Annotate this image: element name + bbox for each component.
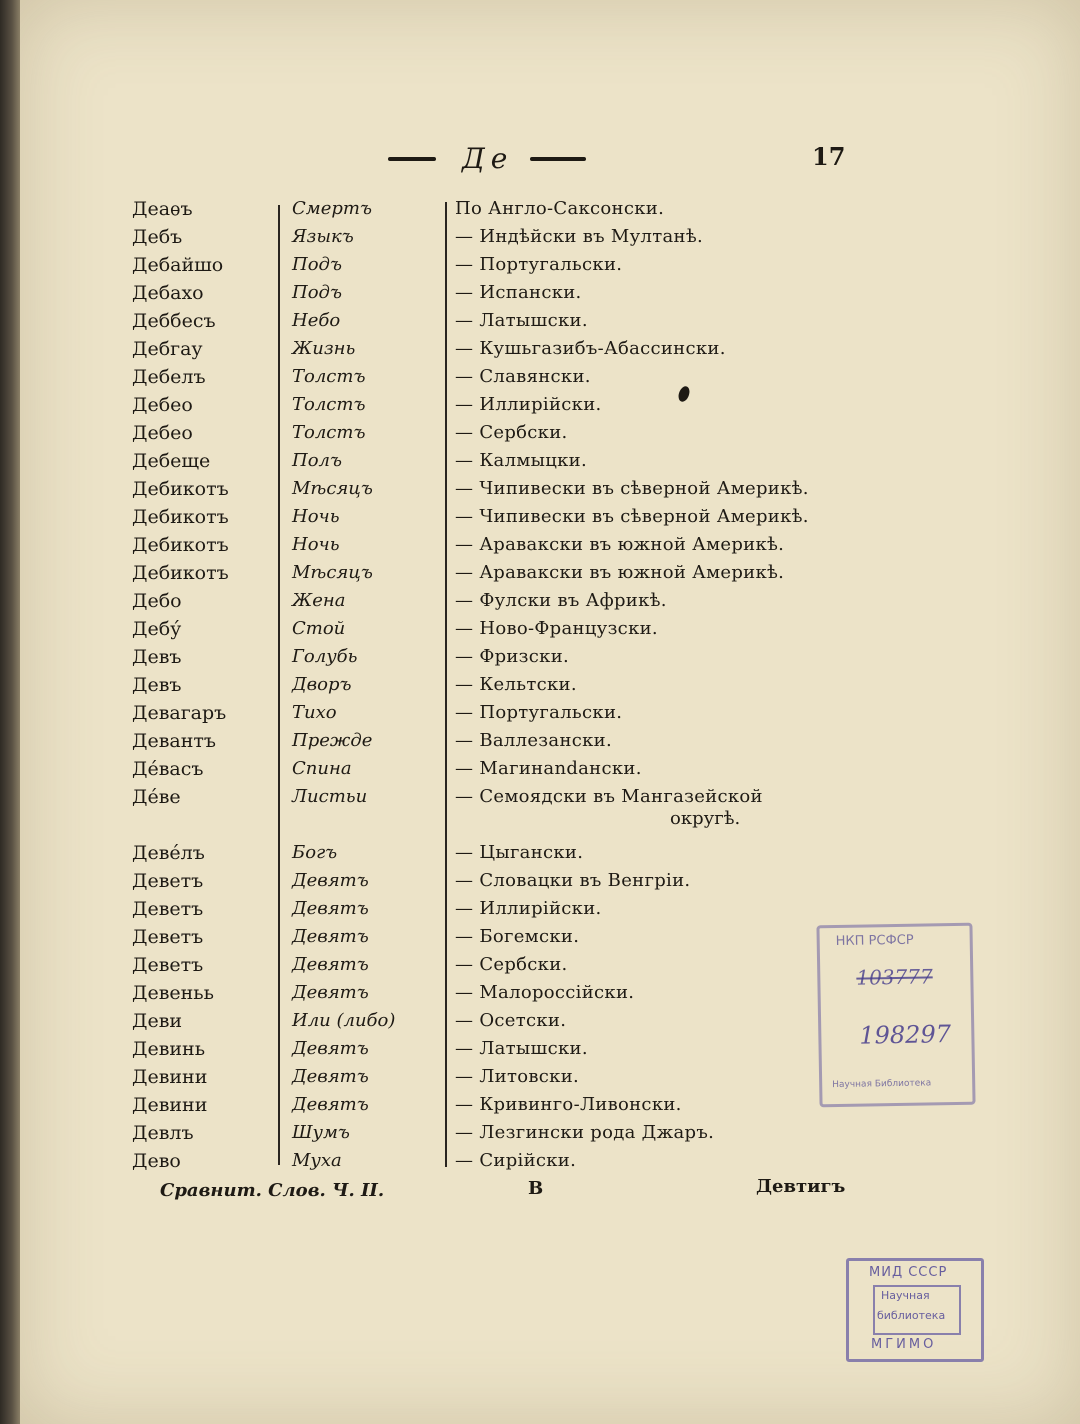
- meaning: Полъ: [292, 450, 342, 471]
- headword: Девеньь: [132, 982, 214, 1004]
- headword: Деветъ: [132, 954, 204, 976]
- language: — Иллирiйски.: [455, 394, 602, 415]
- table-row: [0, 646, 1080, 674]
- stamp-mgimo: МГИМО: [871, 1337, 937, 1352]
- meaning: Девятъ: [292, 1094, 369, 1115]
- meaning: Жена: [292, 590, 346, 611]
- page-number: 17: [812, 142, 846, 171]
- table-row: [0, 562, 1080, 590]
- headword: Дево: [132, 1150, 181, 1172]
- table-row: [0, 702, 1080, 730]
- language: — Фулски въ Африкѣ.: [455, 590, 667, 611]
- meaning: Толстъ: [292, 366, 366, 387]
- meaning: Дворъ: [292, 674, 352, 695]
- meaning: Голубь: [292, 646, 358, 667]
- headword: Дебикотъ: [132, 478, 229, 500]
- table-row: [0, 898, 1080, 926]
- table-row: [0, 786, 1080, 814]
- meaning: Девятъ: [292, 870, 369, 891]
- table-row: [0, 1122, 1080, 1150]
- headword: Дебахо: [132, 282, 204, 304]
- headword: Девагаръ: [132, 702, 227, 724]
- table-row: [0, 590, 1080, 618]
- language: — Осетски.: [455, 1010, 567, 1031]
- language: — Латышски.: [455, 1038, 588, 1059]
- language: — Аравакски въ южной Америкѣ.: [455, 562, 785, 583]
- headword: Дебикотъ: [132, 506, 229, 528]
- headword: Дебо: [132, 590, 182, 612]
- stamp-new-number: 198297: [859, 1020, 952, 1050]
- headword: Девъ: [132, 646, 182, 668]
- meaning: Спина: [292, 758, 352, 779]
- language: — Чипивески въ сѣверной Америкѣ.: [455, 478, 809, 499]
- language: — Богемски.: [455, 926, 580, 947]
- headword: Девлъ: [132, 1122, 194, 1144]
- language: — Сербски.: [455, 422, 568, 443]
- footer-reference: Сравнит. Слов. Ч. II.: [160, 1180, 385, 1201]
- meaning: Языкъ: [292, 226, 354, 247]
- stamp-mid-line-1: Научная: [881, 1289, 930, 1302]
- headword: Дебео: [132, 422, 193, 444]
- headword: Дебу́: [132, 618, 182, 640]
- headword: Деветъ: [132, 870, 204, 892]
- language: — Кушьгазибъ-Абассински.: [455, 338, 726, 359]
- meaning: Прежде: [292, 730, 373, 751]
- meaning: Толстъ: [292, 394, 366, 415]
- header-rule-left: [388, 157, 436, 161]
- table-row: [0, 674, 1080, 702]
- page-title: Де: [462, 142, 514, 175]
- language: — Ново-Французски.: [455, 618, 658, 639]
- meaning: Девятъ: [292, 982, 369, 1003]
- language: — Лезгински рода Джаръ.: [455, 1122, 715, 1143]
- stamp-footer: Научная Библиотека: [832, 1078, 932, 1091]
- table-row: [0, 422, 1080, 450]
- table-row: [0, 506, 1080, 534]
- meaning: Тихо: [292, 702, 337, 723]
- table-row: [0, 450, 1080, 478]
- language: — Чипивески въ сѣверной Америкѣ.: [455, 506, 809, 527]
- headword: Деветъ: [132, 926, 204, 948]
- headword: Де́ве: [132, 786, 181, 808]
- headword: Дебелъ: [132, 366, 206, 388]
- headword: Дебъ: [132, 226, 183, 248]
- language: — Калмыцки.: [455, 450, 587, 471]
- headword: Дебикотъ: [132, 534, 229, 556]
- stamp-mid-text: МИД СССР: [869, 1265, 948, 1280]
- meaning: Богъ: [292, 842, 338, 863]
- table-row: [0, 338, 1080, 366]
- headword: Девъ: [132, 674, 182, 696]
- mgimo-stamp: [846, 1258, 984, 1362]
- headword: Деви: [132, 1010, 183, 1032]
- meaning: Ночь: [292, 534, 340, 555]
- headword: Деаѳъ: [132, 198, 193, 220]
- headword: Девини: [132, 1066, 208, 1088]
- meaning: Жизнь: [292, 338, 356, 359]
- headword: Дебгау: [132, 338, 203, 360]
- stamp-old-number: 103777: [856, 964, 933, 990]
- table-row: [0, 758, 1080, 786]
- language: — Португальски.: [455, 702, 623, 723]
- language: — Литовски.: [455, 1066, 580, 1087]
- headword: Девинь: [132, 1038, 206, 1060]
- headword: Де́васъ: [132, 758, 204, 780]
- table-row: [0, 842, 1080, 870]
- meaning: Мѣсяцъ: [292, 478, 373, 499]
- meaning: Девятъ: [292, 954, 369, 975]
- table-row: [0, 618, 1080, 646]
- language: — Иллирiйски.: [455, 898, 602, 919]
- table-row: [0, 870, 1080, 898]
- table-row: [0, 254, 1080, 282]
- headword: Дебикотъ: [132, 562, 229, 584]
- language: — Испански.: [455, 282, 582, 303]
- language: — Сербски.: [455, 954, 568, 975]
- header-rule-right: [530, 157, 586, 161]
- meaning: Муха: [292, 1150, 342, 1171]
- meaning: Девятъ: [292, 926, 369, 947]
- meaning: Девятъ: [292, 898, 369, 919]
- table-row: [0, 534, 1080, 562]
- language: — Кривинго-Ливонски.: [455, 1094, 682, 1115]
- language: — Малороссiйски.: [455, 982, 635, 1003]
- language: — Аравакски въ южной Америкѣ.: [455, 534, 785, 555]
- meaning: Мѣсяцъ: [292, 562, 373, 583]
- stamp-header: НКП РСФСР: [835, 932, 914, 950]
- headword: Деветъ: [132, 898, 204, 920]
- meaning: Девятъ: [292, 1066, 369, 1087]
- headword: Девантъ: [132, 730, 216, 752]
- language: — Португальски.: [455, 254, 623, 275]
- library-stamp: [816, 923, 975, 1108]
- table-row: [0, 730, 1080, 758]
- language: — Сирiйски.: [455, 1150, 577, 1171]
- table-row: [0, 1150, 1080, 1178]
- meaning: Шумъ: [292, 1122, 350, 1143]
- meaning: Девятъ: [292, 1038, 369, 1059]
- entry-continuation: округѣ.: [670, 808, 741, 829]
- meaning: Смертъ: [292, 198, 372, 219]
- language: — Магинandански.: [455, 758, 642, 779]
- meaning: Или (либо): [292, 1010, 396, 1031]
- meaning: Толстъ: [292, 422, 366, 443]
- signature-mark: В: [528, 1178, 544, 1199]
- stamp-mid-line-2: библиотека: [877, 1309, 946, 1322]
- language: — Фризски.: [455, 646, 570, 667]
- meaning: Листьи: [292, 786, 368, 807]
- headword: Деве́лъ: [132, 842, 205, 864]
- language: — Латышски.: [455, 310, 588, 331]
- language: — Славянски.: [455, 366, 591, 387]
- headword: Дебео: [132, 394, 193, 416]
- headword: Дебеще: [132, 450, 211, 472]
- catchword: Девтигъ: [756, 1176, 846, 1197]
- meaning: Ночь: [292, 506, 340, 527]
- table-row: [0, 282, 1080, 310]
- meaning: Подъ: [292, 282, 342, 303]
- language: — Семоядски въ Мангазейской: [455, 786, 763, 807]
- language: — Словацки въ Венгрiи.: [455, 870, 691, 891]
- language: — Валлезански.: [455, 730, 612, 751]
- headword: Девини: [132, 1094, 208, 1116]
- language: — Индѣйски въ Мултанѣ.: [455, 226, 704, 247]
- meaning: Подъ: [292, 254, 342, 275]
- table-row: [0, 198, 1080, 226]
- table-row: [0, 226, 1080, 254]
- meaning: Стой: [292, 618, 346, 639]
- table-row: [0, 366, 1080, 394]
- table-row: [0, 394, 1080, 422]
- language: — Кельтски.: [455, 674, 577, 695]
- headword: Дебайшо: [132, 254, 224, 276]
- table-row: [0, 478, 1080, 506]
- language: — Цыгански.: [455, 842, 584, 863]
- meaning: Небо: [292, 310, 341, 331]
- headword: Деббесъ: [132, 310, 216, 332]
- language: По Англо-Саксонски.: [455, 198, 665, 219]
- table-row: [0, 310, 1080, 338]
